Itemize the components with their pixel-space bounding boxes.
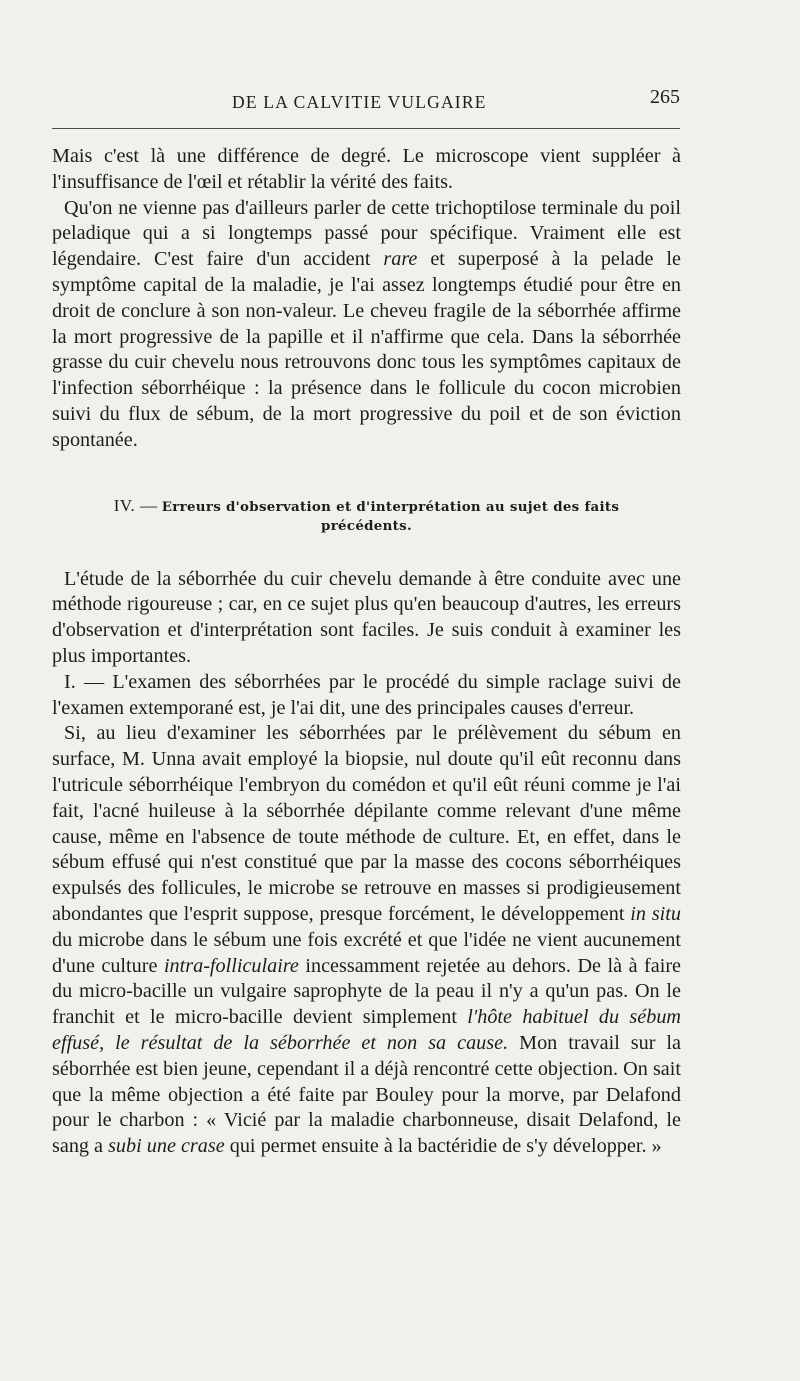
paragraph-2-part-b: et superposé à la pelade le symptôme capital de la maladie, je l'ai assez longtemps étudié pour être en droit de conclure à son non-valeur. Le cheveu fragile de la séborrhée affirme la mort progressive de la papille et il n'affirme que cela. Dans la séborrhée grasse du cuir chevelu nous retrouvons donc tous les symptômes capitaux de l'infection séborrhéique : la présence dans le follicule du cocon microbien suivi du flux de sébum, de la mort progressive du poil et de son éviction spontanée.	[52, 248, 681, 451]
paragraph-5-italic-3: l'hôte habituel du sébum effusé, le résultat de la séborrhée et non sa cause.	[52, 1006, 681, 1054]
paragraph-5-part-c: incessamment rejetée au dehors. De là à faire du micro-bacille un vulgaire saprophyte de la peau il n'y a qu'un pas. On le franchit et le micro-bacille devient simplement	[52, 954, 681, 1029]
paragraph-2	[52, 196, 681, 454]
paragraph-5	[52, 721, 681, 1160]
body-text	[52, 144, 681, 1160]
paragraph-2-part-a: Qu'on ne vienne pas d'ailleurs parler de cette trichoptilose terminale du poil peladique qui a si longtemps passé pour spécifique. Vraiment elle est légendaire. C'est faire d'un accident	[52, 196, 681, 271]
paragraph-4: I. — L'examen des séborrhées par le procédé du simple raclage suivi de l'examen extemporané est, je l'ai dit, une des principales causes d'erreur.	[52, 670, 681, 719]
running-head	[52, 86, 680, 120]
section-title-line-2: précédents.	[321, 518, 412, 535]
paragraph-5-italic-2: intra-folliculaire	[163, 954, 299, 977]
paragraph-2-italic: rare	[383, 248, 418, 271]
section-title-line-1: Erreurs d'observation et d'interprétation au sujet des faits	[161, 498, 620, 515]
paragraph-5-part-b: du microbe dans le sébum une fois excrété et que l'idée ne vient aucunement d'une culture	[52, 928, 681, 977]
paragraph-5-part-e: qui permet ensuite à la bactéridie de s'y développer. »	[224, 1135, 662, 1158]
running-title: DE LA CALVITIE VULGAIRE	[232, 92, 487, 112]
paragraph-5-italic-4: subi une crase	[108, 1135, 225, 1158]
paragraph-5-italic-1: in situ	[630, 902, 681, 925]
paragraph-1: Mais c'est là une différence de degré. Le microscope vient suppléer à l'insuffisance de l'œil et rétablir la vérité des faits.	[52, 145, 681, 193]
paragraph-5-part-a: Si, au lieu d'examiner les séborrhées par le prélèvement du sébum en surface, M. Unna avait employé la biopsie, nul doute qu'il eût reconnu dans l'utricule séborrhéique l'embryon du comédon et qu'il eût réuni comme je l'ai fait, l'acné huileuse à la séborrhée dépilante comme relevant d'une même cause, même en l'absence de toute méthode de culture. Et, en effet, dans le sébum effusé qui n'est constitué que par la masse des cocons séborrhéiques expulsés des follicules, le microbe se retrouve en masses si prodigieusement abondantes que l'esprit suppose, presque forcément, le développement	[52, 722, 681, 925]
section-heading	[52, 497, 681, 537]
paragraph-5-part-d: Mon travail sur la séborrhée est bien jeune, cependant il a déjà rencontré cette objection. On sait que la même objection a été faite par Bouley pour la morve, par Delafond pour le charbon : « Vicié par la maladie charbonneuse, disait Delafond, le sang a	[52, 1031, 681, 1158]
section-number: IV. —	[113, 495, 158, 515]
page-number: 265	[650, 86, 680, 108]
paragraph-3: L'étude de la séborrhée du cuir chevelu demande à être conduite avec une méthode rigoureuse ; car, en ce sujet plus qu'en beaucoup d'autres, les erreurs d'observation et d'interprétation sont faciles. Je suis conduit à examiner les plus importantes.	[52, 567, 681, 667]
header-rule	[52, 128, 680, 129]
